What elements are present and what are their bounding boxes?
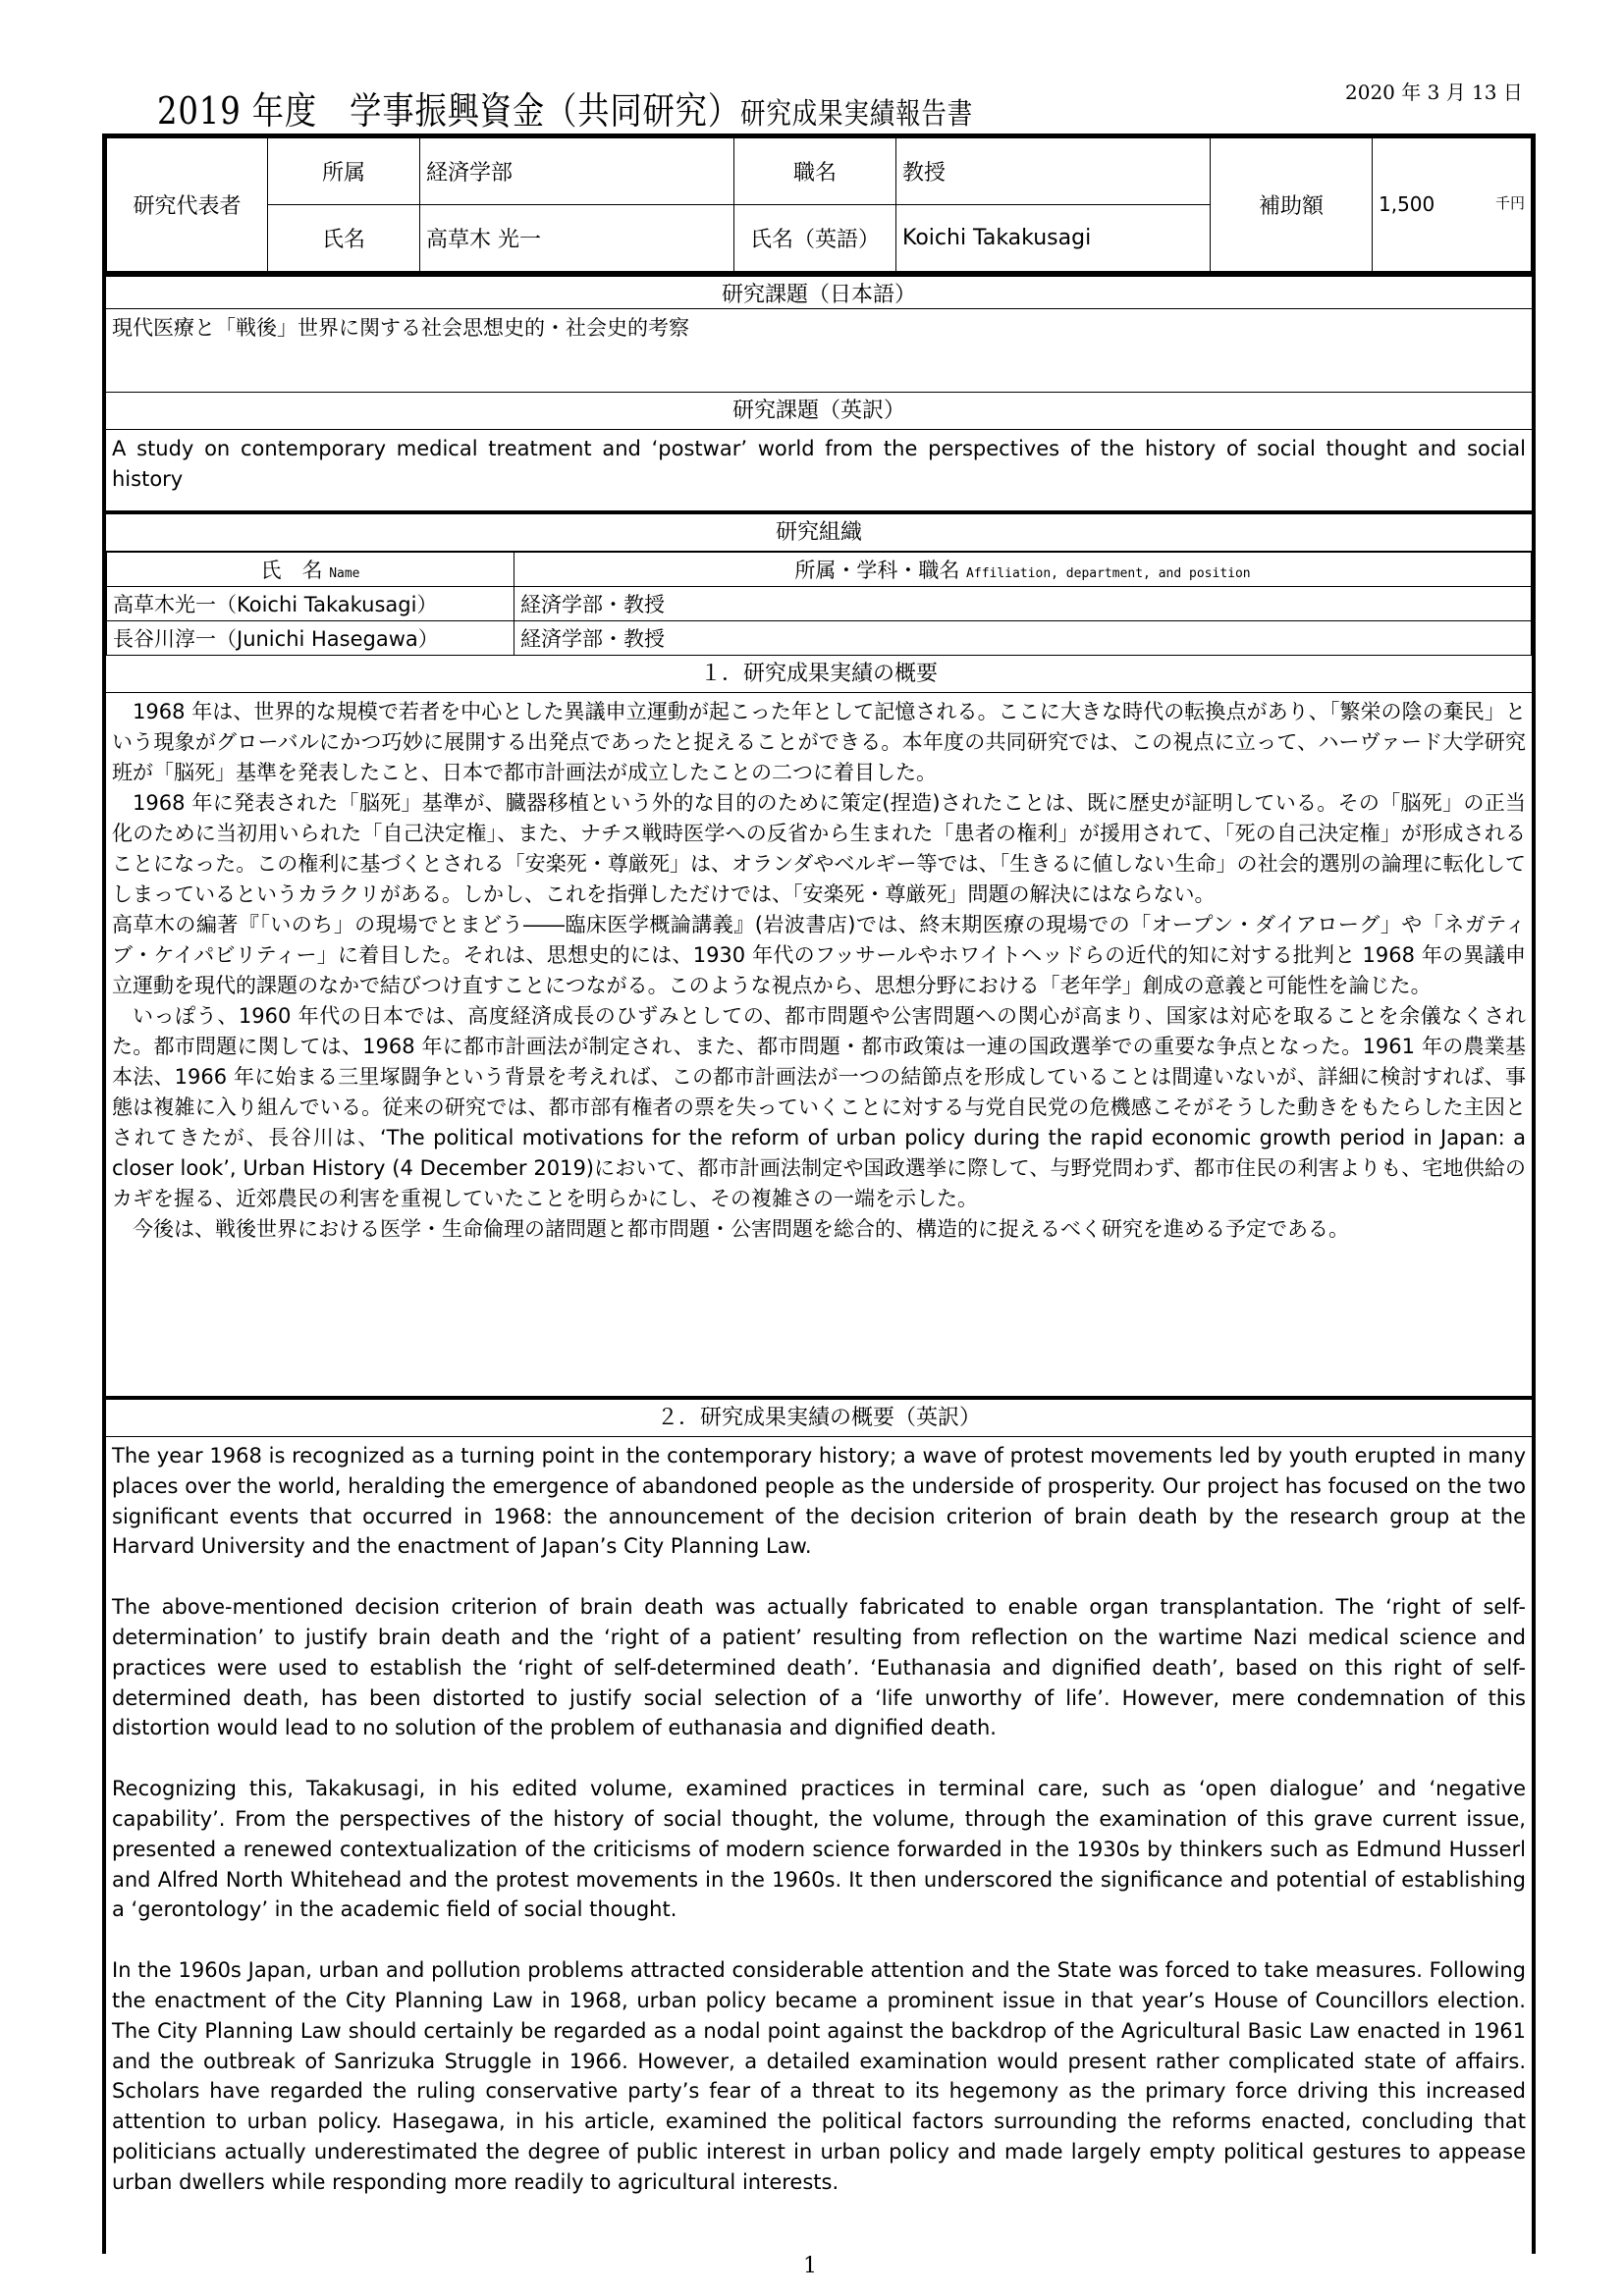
org-col-affil-en: Affiliation, department, and position: [966, 566, 1251, 581]
paragraph: 1968 年は、世界的な規模で若者を中心とした異議申立運動が起こった年として記憶される。ここに大きな時代の転換点があり、「繁栄の陰の棄民」という現象がグローバルにかつ巧妙に展開する出発点であったと捉えることができる。本年度の共同研究では、この視点に立って、ハーヴァード大学研究班が「脳死」基準を発表したこと、日本で都市計画法が成立したことの二つに着目した。: [112, 700, 1526, 784]
org-heading: 研究組織: [106, 514, 1532, 552]
name-en-label: 氏名（英語）: [734, 205, 896, 272]
grant-amount: 1,500: [1379, 192, 1435, 216]
name-en-value: Koichi Takakusagi: [896, 205, 1211, 272]
paragraph: The year 1968 is recognized as a turning point in the contemporary history; a wave of protest movements led by youth erupted in many places over the world, heralding the emergence of abandoned people as the underside of prosperity. Our project has focused on the two significant events that occurred in 1968: the announcement of the decision criterion of brain death by the research group at the Harvard University and the enactment of Japan’s City Planning Law.: [112, 1444, 1526, 1559]
paragraph: In the 1960s Japan, urban and pollution problems attracted considerable attention and the State was forced to take measures. Following the enactment of the City Planning Law in 1968, urban policy became a prominent issue in that year’s House of Councillors election. The City Planning Law should certainly be regarded as a nodal point against the backdrop of the Agricultural Basic Law enacted in 1961 and the outbreak of Sanrizuka Struggle in 1966. However, a detailed examination would present rather complicated state of affairs. Scholars have regarded the ruling conservative party’s fear of a threat to its hegemony as the primary force driving this increased attention to urban policy. Hasegawa, in his article, examined the political factors surrounding the reforms enacted, concluding that politicians actually underestimated the degree of public interest in urban policy and made largely empty political gestures to appease urban dwellers while responding more readily to agricultural interests.: [112, 1958, 1526, 2194]
org-col-name: [107, 553, 514, 587]
member-name: 長谷川淳一（Junichi Hasegawa）: [107, 621, 514, 656]
representative-table: [106, 137, 1532, 272]
summary-en-body: [106, 1437, 1532, 2202]
topic-en-heading: 研究課題（英訳）: [106, 393, 1532, 430]
summary-jp-heading: １．研究成果実績の概要: [106, 656, 1532, 693]
org-col-name-jp: 氏 名: [260, 559, 323, 582]
topic-en-text: A study on contemporary medical treatment and ‘postwar’ world from the perspectives of the history of social thought and social history: [106, 430, 1532, 514]
affil-label: 所属: [268, 138, 420, 205]
affil-value: 経済学部: [420, 138, 734, 205]
table-row: [107, 621, 1532, 656]
grant-label: 補助額: [1211, 138, 1373, 272]
member-name: 高草木光一（Koichi Takakusagi）: [107, 587, 514, 621]
paragraph: 1968 年に発表された「脳死」基準が、臓器移植という外的な目的のために策定(捏造)されたことは、既に歴史が証明している。その「脳死」の正当化のために当初用いられた「自己決定権」、また、ナチス戦時医学への反省から生まれた「患者の権利」が援用されて、「死の自己決定権」が形成されることになった。この権利に基づくとされる「安楽死・尊厳死」は、オランダやベルギー等では、「生きるに値しない生命」の社会的選別の論理に転化してしまっているというカラクリがある。しかし、これを指弾しただけでは、「安楽死・尊厳死」問題の解決にはならない。: [112, 791, 1526, 906]
paragraph: 今後は、戦後世界における医学・生命倫理の諸問題と都市問題・公害問題を総合的、構造的に捉えるべく研究を進める予定である。: [133, 1217, 1349, 1241]
title-main: 2019 年度 学事振興資金（共同研究）: [157, 89, 740, 133]
paragraph: 高草木の編著『「いのち」の現場でとまどう――臨床医学概論講義』(岩波書店)では、終末期医療の現場での「オープン・ダイアローグ」や「ネガティブ・ケイパビリティー」に着目した。それは、思想史的には、1930 年代のフッサールやホワイトヘッドらの近代的知に対する批判と 1968 年の異議申立運動を現代的課題のなかで結びつけ直すことにつながる。このような視点から、思想分野における「老年学」創成の意義と可能性を論じた。: [112, 913, 1526, 997]
member-affil: 経済学部・教授: [514, 587, 1532, 621]
report-form: [102, 133, 1536, 2254]
paragraph: The above-mentioned decision criterion of brain death was actually fabricated to enable organ transplantation. The ‘right of self-determination’ to justify brain death and the ‘right of a patient’ resulting from reflection on the wartime Nazi medical science and practices were used to establish the ‘right of self-determined death’. ‘Euthanasia and dignified death’, based on this right of self-determined death, has been distorted to justify social selection of a ‘life unworthy of life’. However, mere condemnation of this distortion would lead to no solution of the problem of euthanasia and dignified death.: [112, 1595, 1526, 1740]
page-number: 1: [803, 2254, 817, 2278]
member-affil: 経済学部・教授: [514, 621, 1532, 656]
position-value: 教授: [896, 138, 1211, 205]
name-label: 氏名: [268, 205, 420, 272]
paragraph: いっぽう、1960 年代の日本では、高度経済成長のひずみとしての、都市問題や公害問題への関心が高まり、国家は対応を取ることを余儀なくされた。都市問題に関しては、1968 年に都市計画法が制定され、また、都市問題・都市政策は一連の国政選挙での重要な争点となった。1961 年の農業基本法、1966 年に始まる三里塚闘争という背景を考えれば、この都市計画法が一つの結節点を形成していることは間違いないが、詳細に検討すれば、事態は複雑に入り組んでいる。従来の研究では、都市部有権者の票を失っていくことに対する与党自民党の危機感こそがそうした動きをもたらした主因とされてきたが、長谷川は、‘The political motivations for the reform of urban policy during the rapid economic growth period in Japan: a closer look’, Urban History (4 December 2019)において、都市計画法制定や国政選挙に際して、与野党問わず、都市住民の利害よりも、宅地供給のカギを握る、近郊農民の利害を重視していたことを明らかにし、その複雑さの一端を示した。: [112, 1004, 1526, 1210]
org-table: [106, 552, 1532, 656]
topic-jp-heading: 研究課題（日本語）: [106, 272, 1532, 309]
page-title: [157, 80, 973, 134]
org-col-affil-jp: 所属・学科・職名: [794, 559, 960, 582]
title-sub: 研究成果実績報告書: [739, 97, 974, 132]
summary-en-heading: ２．研究成果実績の概要（英訳）: [106, 1400, 1532, 1437]
topic-jp-text: 現代医療と「戦後」世界に関する社会思想史的・社会史的考察: [106, 309, 1532, 393]
name-value: 高草木 光一: [420, 205, 734, 272]
summary-jp-body: [106, 693, 1532, 1400]
grant-value: [1373, 138, 1532, 272]
grant-unit: 千円: [1494, 194, 1525, 212]
report-date: 2020 年 3 月 13 日: [1345, 80, 1523, 104]
org-col-affil: [514, 553, 1532, 587]
table-row: [107, 587, 1532, 621]
org-col-name-en: Name: [329, 566, 360, 581]
rep-label: 研究代表者: [107, 138, 268, 272]
position-label: 職名: [734, 138, 896, 205]
paragraph: Recognizing this, Takakusagi, in his edited volume, examined practices in terminal care, such as ‘open dialogue’ and ‘negative capability’. From the perspectives of the history of social thought, the volume, through the examination of this grave current issue, presented a renewed contextualization of the criticisms of modern science forwarded in the 1930s by thinkers such as Edmund Husserl and Alfred North Whitehead and the protest movements in the 1960s. It then underscored the significance and potential of establishing a ‘gerontology’ in the academic field of social thought.: [112, 1777, 1526, 1922]
